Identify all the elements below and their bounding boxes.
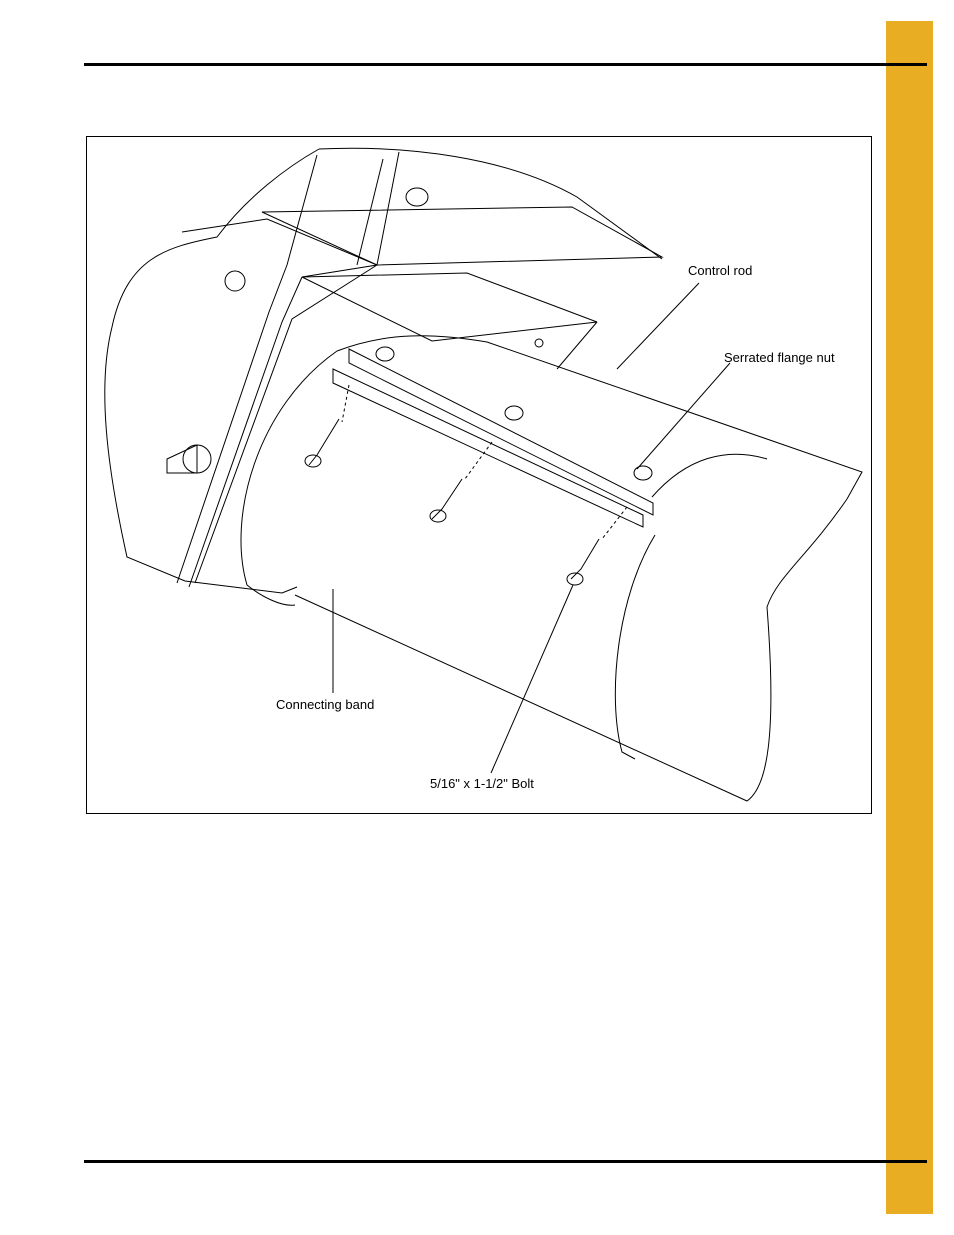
- section-side-tab: [886, 21, 933, 1214]
- bolts: [305, 419, 599, 585]
- callout-bolt: 5/16" x 1-1/2" Bolt: [430, 776, 534, 791]
- header-rule: [84, 63, 927, 66]
- assembly-line-drawing: [87, 137, 872, 814]
- footer-rule: [84, 1160, 927, 1163]
- callout-connecting-band: Connecting band: [276, 697, 375, 712]
- callout-serrated-flange-nut: Serrated flange nut: [724, 350, 835, 365]
- leader-lines: [333, 283, 730, 773]
- assembly-figure: [86, 136, 872, 814]
- callout-control-rod: Control rod: [688, 263, 753, 278]
